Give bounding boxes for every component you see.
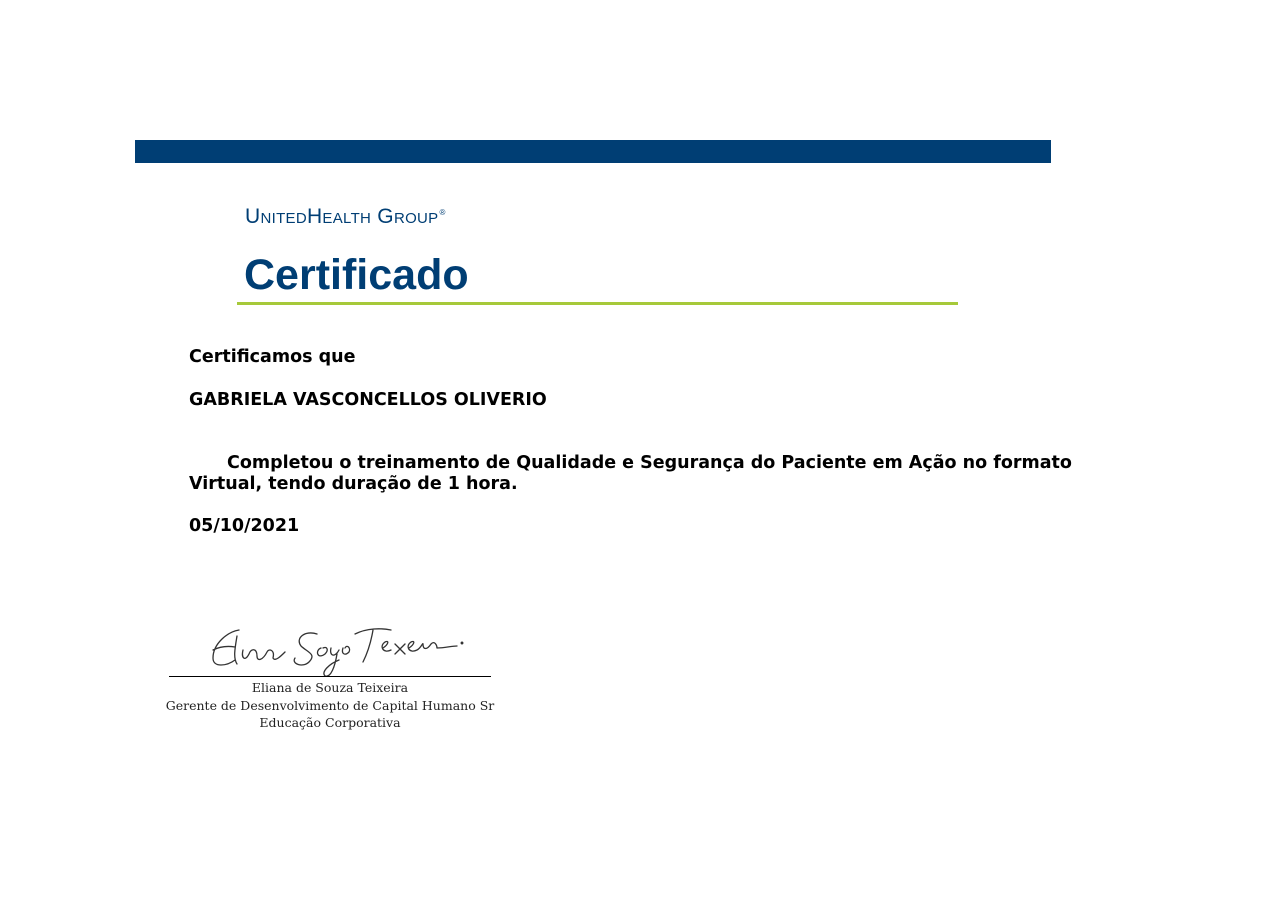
certificate-title: Certificado bbox=[244, 251, 469, 299]
signatory-name: Eliana de Souza Teixeira bbox=[251, 680, 409, 695]
signatory-role: Gerente de Desenvolvimento de Capital Humano Sr bbox=[165, 697, 495, 713]
title-underline bbox=[237, 302, 958, 305]
certificate-date: 05/10/2021 bbox=[189, 516, 300, 536]
signatory-block bbox=[160, 679, 500, 732]
certificate-body: Completou o treinamento de Qualidade e Segurança do Paciente em Ação no formato Virtual, tendo duração de 1 hora. bbox=[189, 453, 1072, 494]
registered-mark: ® bbox=[439, 208, 446, 217]
logo-text-health: Health bbox=[306, 205, 372, 228]
logo-text-united: United bbox=[245, 205, 307, 228]
company-logo bbox=[245, 201, 446, 229]
recipient-name: GABRIELA VASCONCELLOS OLIVERIO bbox=[189, 390, 547, 410]
logo-text-group: Group bbox=[371, 205, 439, 228]
intro-text: Certificamos que bbox=[189, 347, 356, 367]
header-bar bbox=[135, 140, 1051, 163]
signature-line bbox=[169, 676, 491, 677]
handwritten-signature-icon bbox=[205, 620, 465, 680]
signatory-department: Educação Corporativa bbox=[259, 715, 401, 730]
